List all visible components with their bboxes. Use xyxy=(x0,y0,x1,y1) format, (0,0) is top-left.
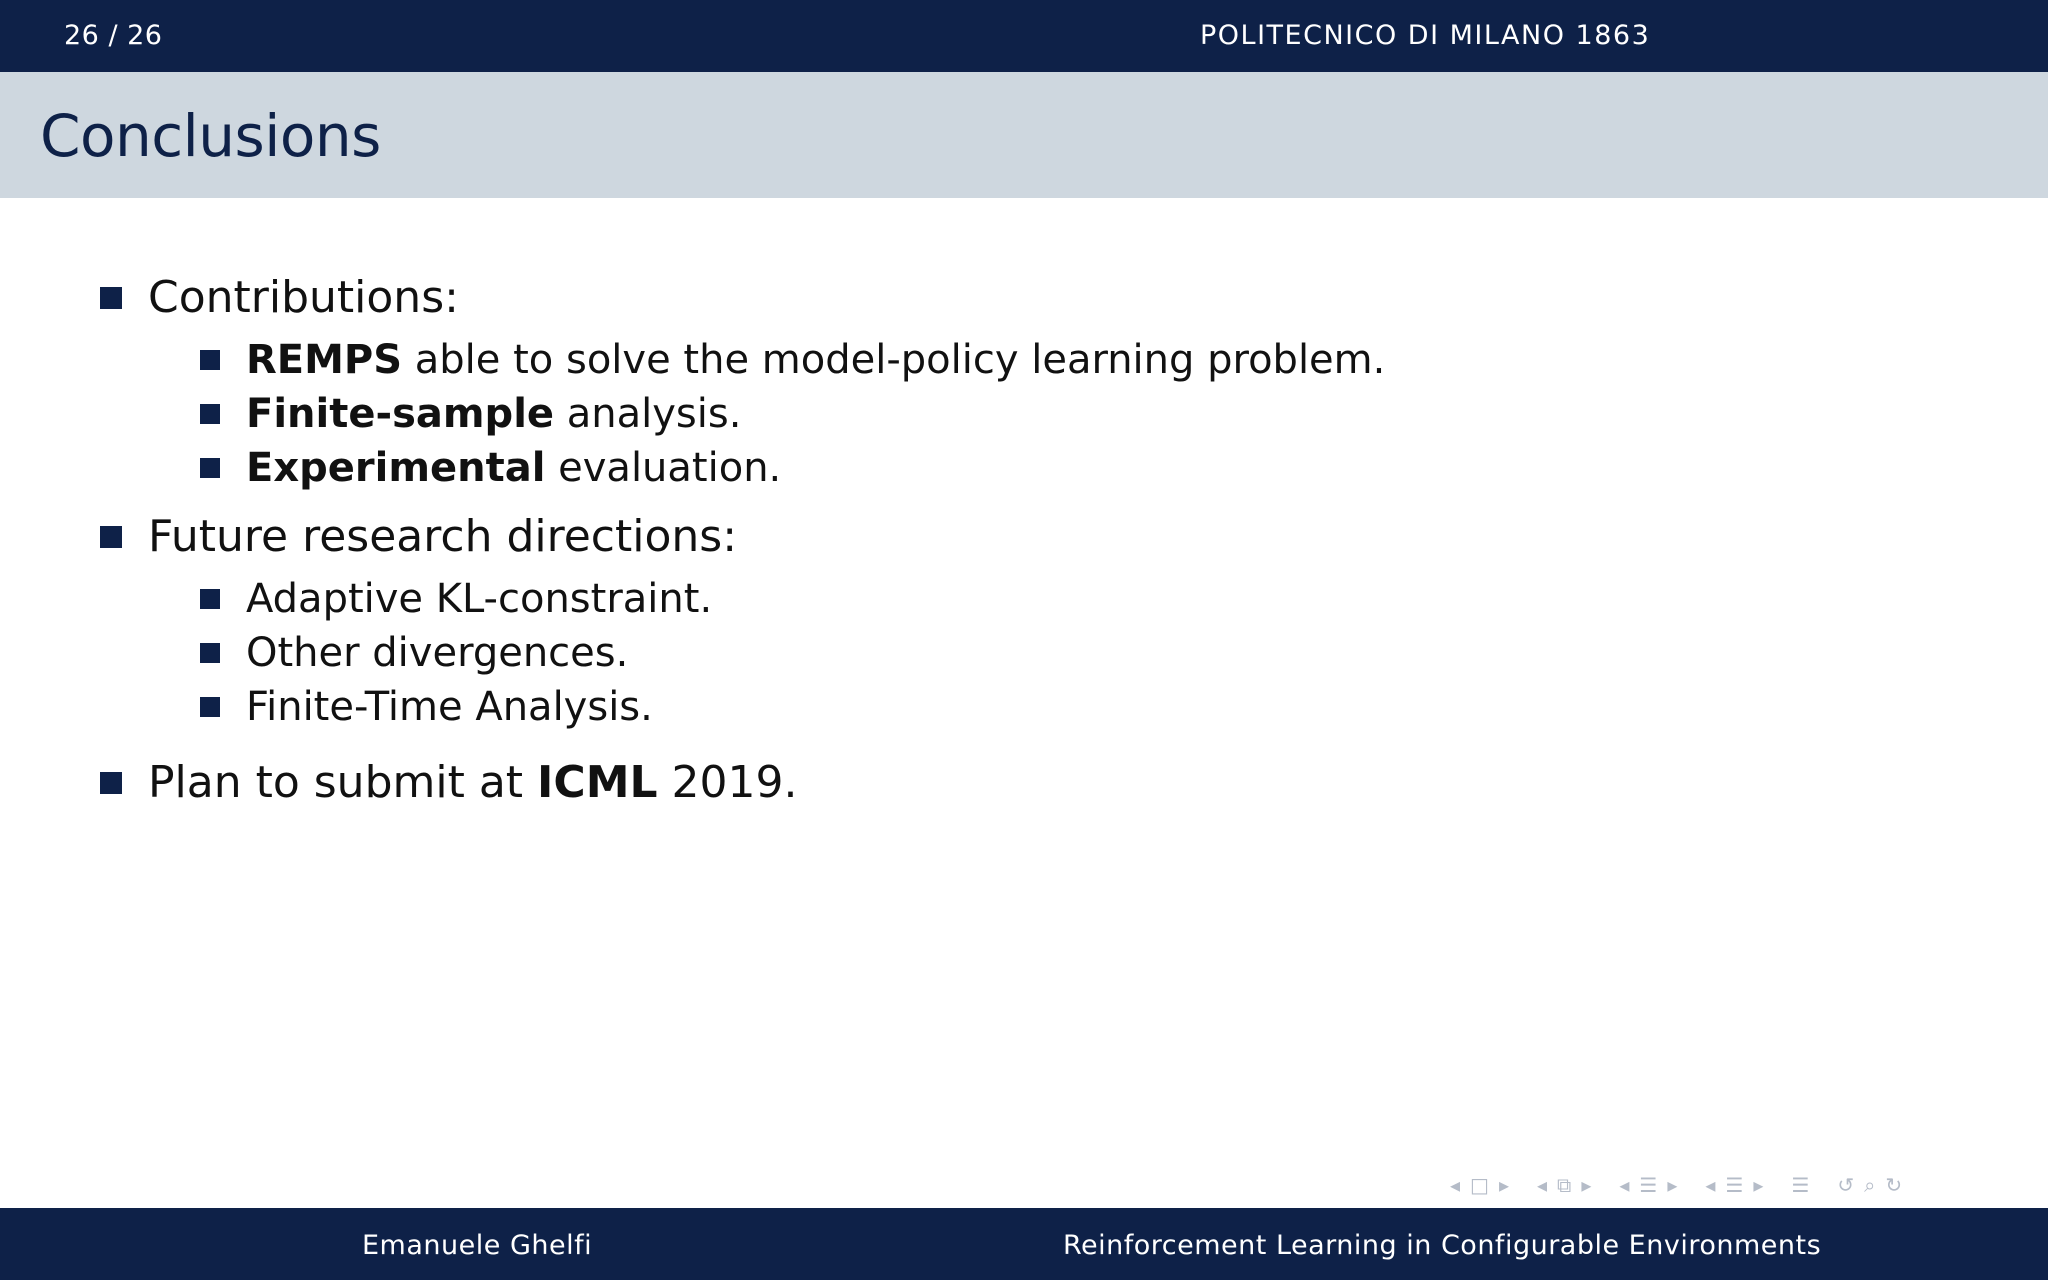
nav-right-arrow-icon[interactable]: ▸ xyxy=(1498,1173,1509,1197)
bullet-future-research xyxy=(100,511,737,562)
frame-icon[interactable]: □ xyxy=(1470,1173,1489,1197)
subsection-icon[interactable]: ⧉ xyxy=(1557,1173,1572,1197)
nav-right-arrow-icon[interactable]: ▸ xyxy=(1667,1173,1678,1197)
forward-icon[interactable]: ↻ xyxy=(1885,1173,1903,1197)
bullet-plan-icml xyxy=(100,757,797,808)
talk-title: Reinforcement Learning in Configurable Environments xyxy=(1063,1230,1822,1261)
bullet-square-icon xyxy=(200,404,220,424)
nav-left-arrow-icon[interactable]: ◂ xyxy=(1450,1173,1461,1197)
header-bar xyxy=(0,0,2048,72)
bullet-square-icon xyxy=(200,697,220,717)
nav-left-arrow-icon[interactable]: ◂ xyxy=(1537,1173,1548,1197)
bullet-text: Other divergences. xyxy=(246,630,629,676)
bullet-text: 2019. xyxy=(657,757,798,808)
search-icon[interactable]: ⌕ xyxy=(1864,1173,1876,1197)
section-icon[interactable]: ☰ xyxy=(1639,1173,1658,1197)
page-number: 26 / 26 xyxy=(64,20,163,51)
nav-right-arrow-icon[interactable]: ▸ xyxy=(1753,1173,1764,1197)
nav-left-arrow-icon[interactable]: ◂ xyxy=(1619,1173,1630,1197)
bullet-text: able to solve the model-policy learning problem. xyxy=(402,337,1386,383)
bullet-text: Plan to submit at xyxy=(148,757,538,808)
bullet-square-icon xyxy=(100,287,122,309)
bold-term: REMPS xyxy=(246,337,403,383)
footer-bar xyxy=(0,1208,2048,1280)
sub-bullet-remps xyxy=(200,337,1385,383)
sub-bullet-experimental xyxy=(200,445,781,491)
bullet-text: analysis. xyxy=(554,391,742,437)
bullet-text: Future research directions: xyxy=(148,511,738,562)
bullet-square-icon xyxy=(200,589,220,609)
bullet-square-icon xyxy=(200,458,220,478)
sub-bullet-finite-sample xyxy=(200,391,741,437)
bullet-contributions xyxy=(100,272,459,323)
section-icon[interactable]: ☰ xyxy=(1725,1173,1744,1197)
bullet-square-icon xyxy=(200,350,220,370)
nav-left-arrow-icon[interactable]: ◂ xyxy=(1705,1173,1716,1197)
toc-icon[interactable]: ☰ xyxy=(1791,1173,1810,1197)
bullet-square-icon xyxy=(200,643,220,663)
bullet-text: Contributions: xyxy=(148,272,459,323)
nav-right-arrow-icon[interactable]: ▸ xyxy=(1581,1173,1592,1197)
sub-bullet-other-divergences xyxy=(200,630,628,676)
bullet-text: evaluation. xyxy=(545,445,782,491)
bullet-text: Adaptive KL-constraint. xyxy=(246,576,713,622)
bold-term: Experimental xyxy=(246,445,546,491)
bullet-text: Finite-Time Analysis. xyxy=(246,684,653,730)
sub-bullet-finite-time xyxy=(200,684,653,730)
slide-title: Conclusions xyxy=(40,102,381,170)
bullet-square-icon xyxy=(100,772,122,794)
bold-term: Finite-sample xyxy=(246,391,555,437)
beamer-navigation xyxy=(1450,1170,2040,1200)
bold-term: ICML xyxy=(537,757,658,808)
back-icon[interactable]: ↺ xyxy=(1837,1173,1855,1197)
bullet-square-icon xyxy=(100,526,122,548)
author-name: Emanuele Ghelfi xyxy=(362,1230,593,1261)
title-bar xyxy=(0,72,2048,198)
sub-bullet-adaptive-kl xyxy=(200,576,712,622)
institution-name: POLITECNICO DI MILANO 1863 xyxy=(1200,20,1651,51)
